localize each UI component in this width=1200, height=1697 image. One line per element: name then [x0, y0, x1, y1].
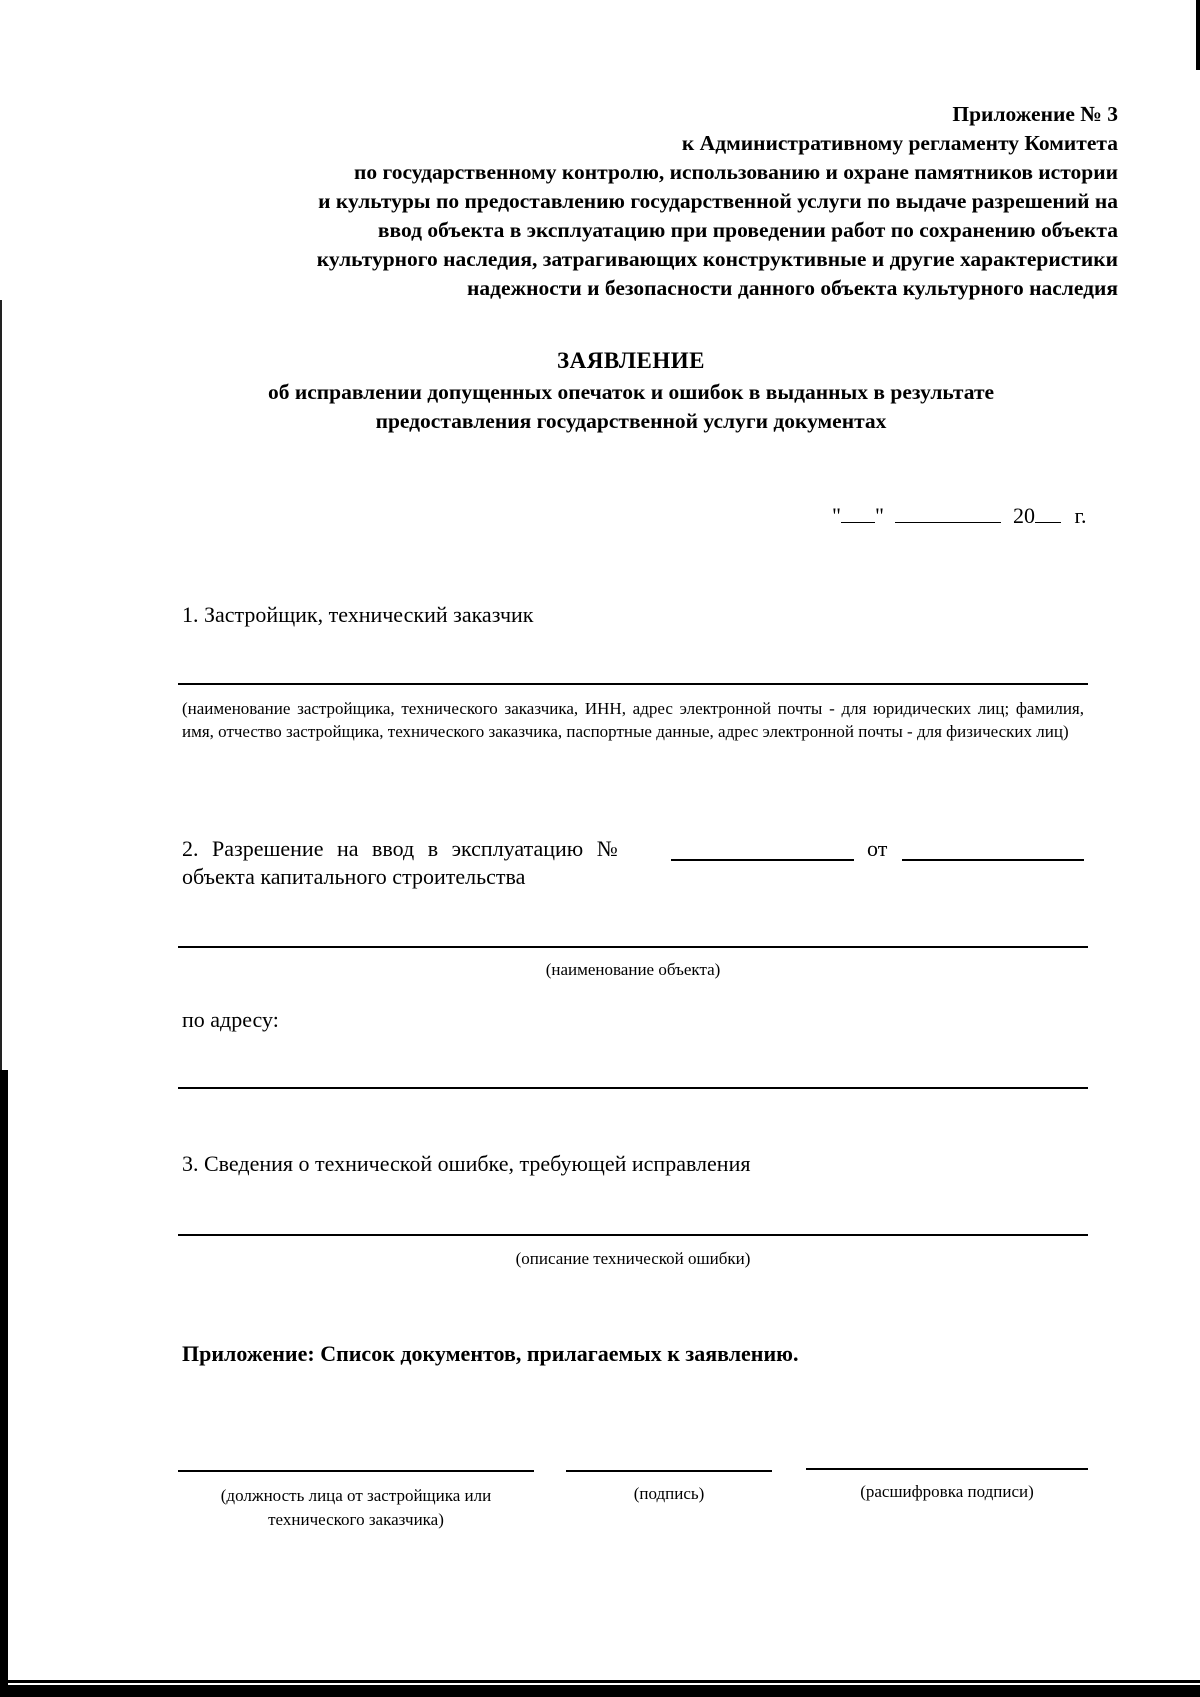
date-quote-open: " — [832, 503, 841, 528]
date-year-blank[interactable] — [1035, 505, 1061, 523]
object-name-line[interactable] — [178, 946, 1088, 948]
date-year-prefix: 20 — [1012, 503, 1035, 528]
appendix-line: ввод объекта в эксплуатацию при проведении работ по сохранению объекта — [377, 218, 1118, 242]
subtitle-line-1: об исправлении допущенных опечаток и ошибок в выданных в результате — [267, 380, 995, 404]
section1-label: 1. Застройщик, технический заказчик — [182, 602, 534, 627]
address-line[interactable] — [178, 1087, 1088, 1089]
section2-label-line2: объекта капитального строительства — [182, 864, 526, 889]
date-day-blank[interactable] — [841, 505, 875, 523]
section2-label: 2. Разрешение на ввод в эксплуатацию № — [182, 836, 618, 861]
date-year-suffix: г. — [1074, 503, 1087, 528]
position-caption-line-2: технического заказчика) — [268, 1510, 444, 1529]
address-label: по адресу: — [182, 1007, 279, 1032]
object-name-caption: (наименование объекта) — [545, 960, 721, 979]
permit-number-line[interactable] — [671, 859, 854, 861]
subtitle-line-2: предоставления государственной услуги документах — [375, 409, 887, 433]
section2-from: от — [867, 836, 888, 861]
permit-date-line[interactable] — [902, 859, 1084, 861]
position-caption-line-1: (должность лица от застройщика или — [220, 1486, 492, 1505]
appendix-line: и культуры по предоставлению государственной услуги по выдаче разрешений на — [318, 189, 1118, 213]
appendix-line: по государственному контролю, использованию и охране памятников истории — [354, 160, 1118, 184]
scan-bottom-shadow — [0, 1685, 1200, 1697]
appendix-line: Приложение № 3 — [952, 102, 1118, 126]
date-quote-close: " — [874, 503, 884, 528]
date-month-blank[interactable] — [895, 505, 1001, 523]
date-field — [832, 503, 1087, 529]
appendix-line: к Административному регламенту Комитета — [681, 131, 1118, 155]
section1-input-line[interactable] — [178, 683, 1088, 685]
section3-label: 3. Сведения о технической ошибке, требующей исправления — [182, 1151, 751, 1176]
section1-caption: (наименование застройщика, технического заказчика, ИНН, адрес электронной почты - для юридических лиц; фамилия, имя, отчество застройщика, технического заказчика, паспортные данные, адрес электронной почты - для физических лиц) — [182, 699, 1084, 741]
appendix-line: надежности и безопасности данного объекта культурного наследия — [466, 276, 1118, 300]
signature-caption: (подпись) — [633, 1484, 705, 1503]
appendix-header — [158, 100, 1118, 303]
document-subtitle — [0, 378, 1200, 436]
position-caption — [178, 1484, 534, 1532]
transcript-line[interactable] — [806, 1468, 1088, 1470]
error-description-line[interactable] — [178, 1234, 1088, 1236]
scan-bottom-border — [0, 1680, 1200, 1683]
appendix-line: культурного наследия, затрагивающих конструктивные и другие характеристики — [316, 247, 1118, 271]
signature-line[interactable] — [566, 1470, 772, 1472]
attachment-label: Приложение: Список документов, прилагаемых к заявлению. — [182, 1341, 799, 1366]
scan-left-shadow — [0, 1070, 8, 1697]
transcript-caption: (расшифровка подписи) — [860, 1482, 1034, 1501]
scan-right-shadow — [1196, 0, 1200, 70]
document-title: ЗАЯВЛЕНИЕ — [557, 348, 705, 373]
position-line[interactable] — [178, 1470, 534, 1472]
error-description-caption: (описание технической ошибки) — [515, 1249, 751, 1268]
